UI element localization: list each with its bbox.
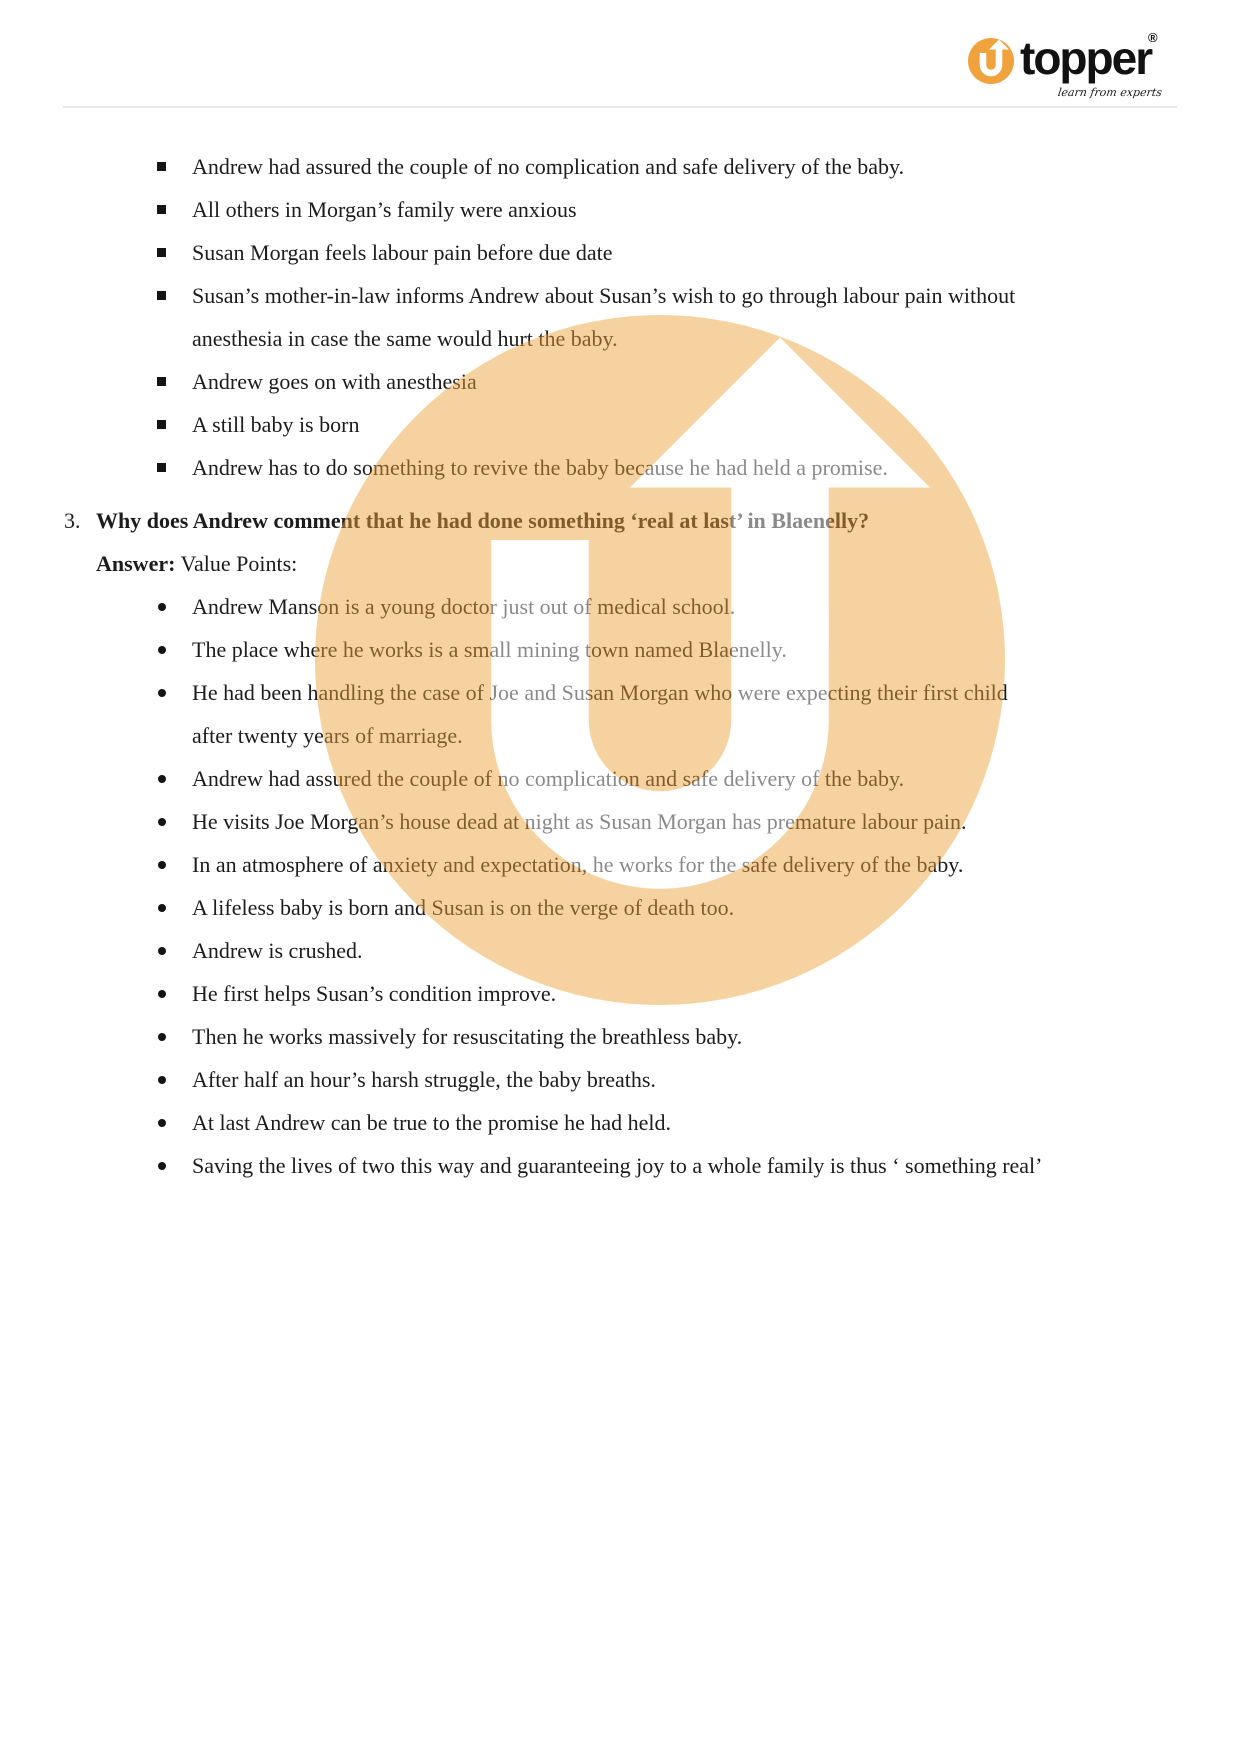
- list-item: [0, 886, 1240, 929]
- list-item: [0, 1058, 1240, 1101]
- list-item: [0, 1015, 1240, 1058]
- list-item: [0, 1144, 1240, 1187]
- list-item-text: Andrew Manson is a young doctor just out of medical school.: [192, 594, 736, 619]
- list-item: [0, 757, 1240, 800]
- list-item: [0, 145, 1240, 188]
- list-item-text: After half an hour’s harsh struggle, the baby breaths.: [192, 1067, 656, 1092]
- list-item-text: A lifeless baby is born and Susan is on the verge of death too.: [192, 895, 735, 920]
- list-item-text: He visits Joe Morgan’s house dead at night as Susan Morgan has premature labour pain.: [192, 809, 967, 834]
- round-bullet-icon: [158, 1119, 166, 1127]
- utopper-logo-icon: [966, 36, 1016, 86]
- document-content: [0, 145, 1240, 1187]
- list-item: [0, 585, 1240, 628]
- answer-heading: [0, 542, 1240, 585]
- list-item-text: He had been handling the case of Joe and Susan Morgan who were expecting their first child after twenty years of marriage.: [192, 680, 1008, 748]
- list-item-text: A still baby is born: [192, 412, 360, 437]
- list-item-text: Saving the lives of two this way and guaranteeing joy to a whole family is thus ‘ something real’: [192, 1153, 1043, 1178]
- list-item: [0, 360, 1240, 403]
- list-item-text: Andrew goes on with anesthesia: [192, 369, 477, 394]
- header-divider: [63, 106, 1177, 108]
- value-points-list: [0, 585, 1240, 1187]
- square-bullet-icon: [157, 463, 166, 472]
- round-bullet-icon: [158, 1033, 166, 1041]
- question-text: Why does Andrew comment that he had done something ‘real at last’ in Blaenelly?: [96, 508, 870, 533]
- round-bullet-icon: [158, 1076, 166, 1084]
- list-item: [0, 446, 1240, 489]
- list-item-text: Susan’s mother-in-law informs Andrew about Susan’s wish to go through labour pain without anesthesia in case the same would hurt the baby.: [192, 283, 1016, 351]
- square-bullet-icon: [157, 420, 166, 429]
- list-item-text: He first helps Susan’s condition improve.: [192, 981, 557, 1006]
- square-bullet-icon: [157, 291, 166, 300]
- round-bullet-icon: [158, 861, 166, 869]
- list-item: [0, 231, 1240, 274]
- square-bullet-icon: [157, 205, 166, 214]
- list-item: [0, 274, 1240, 360]
- brand-wordmark: topper: [1020, 32, 1152, 84]
- utopper-logo: [960, 24, 1170, 104]
- list-item-text: Andrew had assured the couple of no complication and safe delivery of the baby.: [192, 154, 905, 179]
- round-bullet-icon: [158, 818, 166, 826]
- list-item: [0, 188, 1240, 231]
- list-item-text: Andrew is crushed.: [192, 938, 363, 963]
- round-bullet-icon: [158, 947, 166, 955]
- list-item: [0, 403, 1240, 446]
- answer-intro: Value Points:: [175, 551, 298, 576]
- list-item: [0, 628, 1240, 671]
- list-item-text: The place where he works is a small mining town named Blaenelly.: [192, 637, 787, 662]
- list-item: [0, 671, 1240, 757]
- round-bullet-icon: [158, 603, 166, 611]
- answer-label: Answer:: [96, 551, 176, 576]
- list-item: [0, 843, 1240, 886]
- list-item: [0, 972, 1240, 1015]
- list-item-text: Andrew has to do something to revive the baby because he had held a promise.: [192, 455, 888, 480]
- page-header: [0, 0, 1240, 107]
- square-bullet-icon: [157, 377, 166, 386]
- list-item: [0, 929, 1240, 972]
- brand-tagline: learn from experts: [1057, 86, 1163, 99]
- round-bullet-icon: [158, 689, 166, 697]
- list-item-text: Andrew had assured the couple of no complication and safe delivery of the baby.: [192, 766, 905, 791]
- round-bullet-icon: [158, 775, 166, 783]
- round-bullet-icon: [158, 646, 166, 654]
- square-bullet-list: [0, 145, 1240, 489]
- round-bullet-icon: [158, 904, 166, 912]
- list-item: [0, 800, 1240, 843]
- round-bullet-icon: [158, 990, 166, 998]
- list-item-text: All others in Morgan’s family were anxious: [192, 197, 577, 222]
- list-item-text: In an atmosphere of anxiety and expectation, he works for the safe delivery of the baby.: [192, 852, 964, 877]
- list-item-text: At last Andrew can be true to the promise he had held.: [192, 1110, 671, 1135]
- list-item-text: Susan Morgan feels labour pain before due date: [192, 240, 613, 265]
- round-bullet-icon: [158, 1162, 166, 1170]
- list-item-text: Then he works massively for resuscitating the breathless baby.: [192, 1024, 743, 1049]
- square-bullet-icon: [157, 248, 166, 257]
- question-number: 3.: [64, 508, 81, 533]
- registered-trademark-icon: ®: [1148, 30, 1158, 45]
- question-item: [0, 499, 1240, 542]
- square-bullet-icon: [157, 162, 166, 171]
- list-item: [0, 1101, 1240, 1144]
